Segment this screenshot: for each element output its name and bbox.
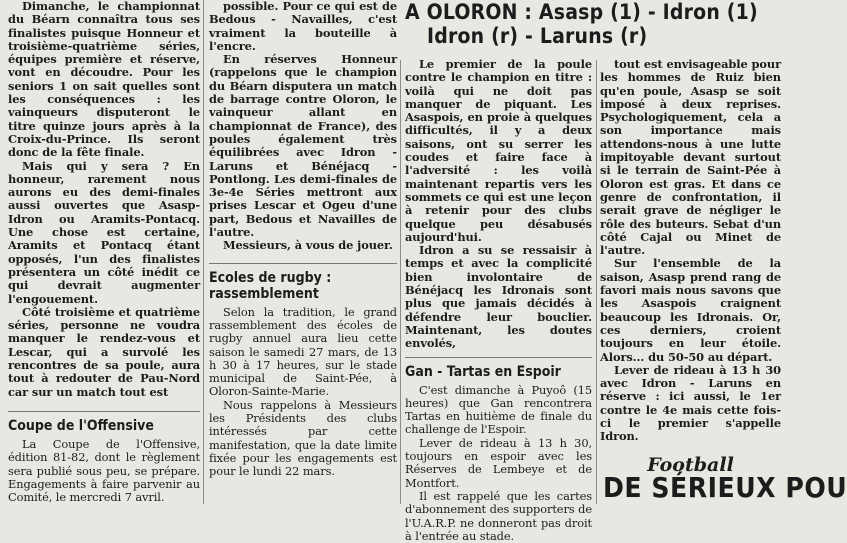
column-rule-1 bbox=[203, 0, 204, 504]
column-4 bbox=[600, 58, 781, 482]
column-3 bbox=[405, 58, 592, 543]
paragraph: Messieurs, à vous de jouer. bbox=[223, 238, 393, 253]
paragraph: Idron a su se ressaisir à temps et avec la complicité bien involontaire de Bénéjacq les Idronais sont plus que jamais décidés à défendre leur bouclier. Maintenant, les doutes envolés, bbox=[405, 243, 592, 351]
article-title bbox=[405, 0, 781, 48]
paragraph: Sur l'ensemble de la saison, Asasp prend rang de favori mais nous savons que les Asaspois craignent beaucoup les Idronais. Or, ces derniers, croient toujours en leur étoile. Alors... du 50-50 au départ. bbox=[600, 256, 781, 364]
divider bbox=[8, 411, 200, 412]
paragraph: Lever de rideau à 13 h 30, toujours en espoir avec les Réserves de Lembeye et de Montfort. bbox=[405, 435, 592, 490]
section-heading-football: Football bbox=[647, 453, 734, 476]
paragraph: Côté troisième et quatrième séries, personne ne voudra manquer le rendez-vous et Lescar, qui a survolé les rencontres de sa poule, aura tout à redouter de Pau-Nord car sur un match tout est bbox=[8, 304, 200, 399]
headline-line: Ecoles de rugby : bbox=[209, 269, 332, 286]
paragraph: Le premier de la poule contre le champion en titre : voilà qui ne doit pas manquer de piquant. Les Asaspois, en proie à quelques difficultés, il y a deux saisons, ont su serrer les coudes et faire face à l'adversité : les voilà maintenant repartis vers les sommets ce qui est une leçon à retenir pour des clubs quelque peu désabusés aujourd'hui. bbox=[405, 57, 592, 244]
column-rule-2 bbox=[400, 60, 401, 504]
divider bbox=[405, 357, 592, 358]
paragraph: Mais qui y sera ? En honneur, rarement nous aurons eu des demi-finales aussi ouvertes que Asasp-Idron ou Aramits-Pontacq. Une chose est certaine, Aramits et Pontacq étant opposés, l'un des finalistes présentera un côté inédit ce qui devrait augmenter l'engouement. bbox=[8, 158, 200, 306]
column-2 bbox=[209, 0, 397, 479]
paragraph: Il est rappelé que les cartes d'abonnement des supporters de l'U.A.R.P. ne donneront pas droit à l'entrée au stade. bbox=[405, 488, 592, 543]
banner-headline: DE SÉRIEUX POU bbox=[603, 471, 847, 504]
column-1 bbox=[8, 0, 200, 504]
headline-gan-tartas: Gan - Tartas en Espoir bbox=[405, 363, 561, 380]
column-rule-3 bbox=[596, 60, 597, 504]
headline-coupe-offensive: Coupe de l'Offensive bbox=[8, 417, 154, 434]
headline-ecoles-rugby bbox=[209, 270, 397, 302]
headline-line: rassemblement bbox=[209, 285, 319, 302]
paragraph: tout est envisageable pour les hommes de Ruiz bien qu'en poule, Asasp se soit imposé à deux reprises. Psychologiquement, cela a son importance mais attendons-nous à une lutte impitoyable devant surtout si le terrain de Saint-Pée à Oloron est gras. Et dans ce genre de confrontation, il serait grave de négliger le rôle des buteurs. Sebat d'un côté Cajal ou Minet de l'autre. bbox=[600, 57, 781, 258]
divider bbox=[209, 263, 397, 264]
title-line: Idron (r) - Laruns (r) bbox=[427, 24, 648, 48]
paragraph: Nous rappelons à Messieurs les Présidents des clubs intéressés par cette manifestation, que la date limite fixée pour les engagements est pour le lundi 22 mars. bbox=[209, 397, 397, 479]
paragraph: C'est dimanche à Puyoô (15 heures) que Gan rencontrera Tartas en huitième de finale du challenge de l'Espoir. bbox=[405, 382, 592, 437]
paragraph: Selon la tradition, le grand rassemblement des écoles de rugby annuel aura lieu cette saison le samedi 27 mars, de 13 h 30 à 17 heures, sur le stade municipal de Saint-Pée, à Oloron-Sainte-Marie. bbox=[209, 304, 397, 399]
paragraph: possible. Pour ce qui est de Bedous - Navailles, c'est vraiment la bouteille à l'encre. bbox=[209, 0, 397, 53]
paragraph: Lever de rideau à 13 h 30 avec Idron - Laruns en réserve : ici aussi, le 1er contre le 4e mais cette fois-ci le premier s'appelle Idron. bbox=[600, 362, 781, 444]
paragraph: La Coupe de l'Offensive, édition 81-82, dont le règlement sera publié sous peu, se prépare. Engagements à faire parvenir au Comité, le mercredi 7 avril. bbox=[8, 436, 200, 505]
title-line: A OLORON : Asasp (1) - Idron (1) bbox=[405, 0, 758, 24]
paragraph: En réserves Honneur (rappelons que le champion du Béarn disputera un match de barrage contre Oloron, le vainqueur allant en championnat de France), des poules également très équilibrées avec Idron - Laruns et Bénéjacq - Pontlong. Les demi-finales de 3e-4e Séries mettront aux prises Lescar et Ogeu d'une part, Bedous et Navailles de l'autre. bbox=[209, 52, 397, 240]
paragraph: Dimanche, le championnat du Béarn connaîtra tous ses finalistes puisque Honneur et troisième-quatrième séries, équipes première et réserve, vont en découdre. Pour les seniors 1 on sait quelles sont les conséquences : les vainqueurs disputeront le titre quinze jours après à la Croix-du-Prince. Ils seront donc de la fête finale. bbox=[8, 0, 200, 160]
